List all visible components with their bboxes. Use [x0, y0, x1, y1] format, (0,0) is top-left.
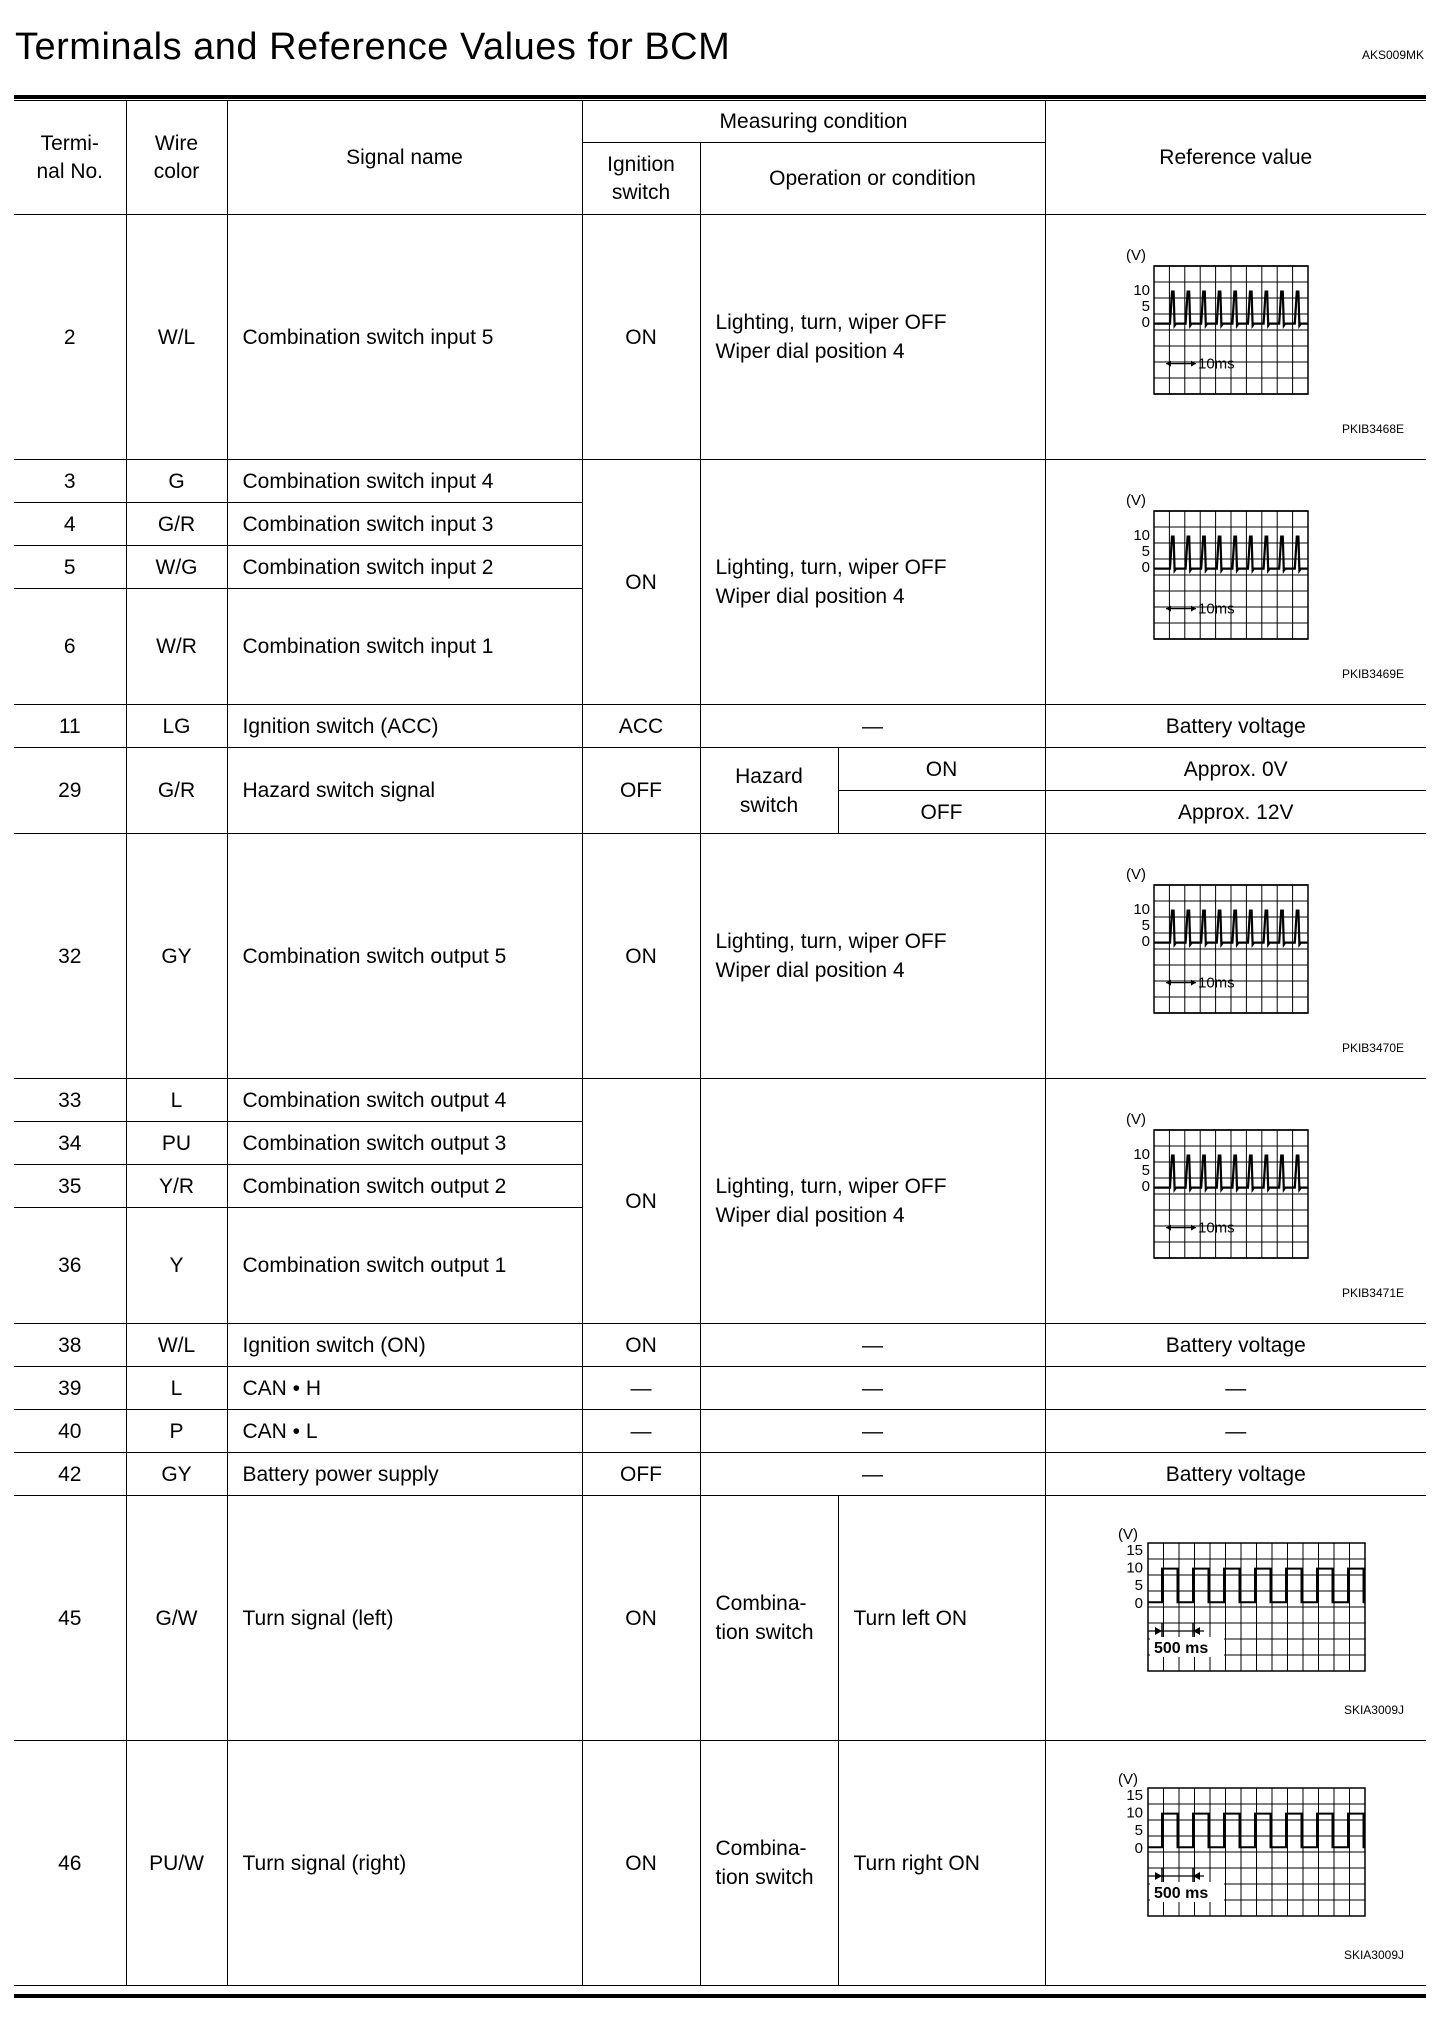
unit-label: (V)	[1125, 866, 1146, 883]
waveform-chart	[1106, 1519, 1366, 1699]
waveform-figure	[1046, 1102, 1427, 1300]
top-rule	[14, 95, 1426, 99]
operation-condition: —	[700, 1453, 1045, 1496]
reference-value: Approx. 12V	[1045, 791, 1426, 834]
reference-waveform	[1045, 215, 1426, 460]
signal-name: Combination switch output 3	[227, 1122, 582, 1165]
unit-label: (V)	[1117, 1771, 1138, 1788]
waveform-figure	[1046, 238, 1427, 436]
tick-label: 0	[1141, 313, 1150, 331]
signal-name: Combination switch output 2	[227, 1165, 582, 1208]
tick-label: 0	[1141, 1177, 1150, 1195]
terminal-no: 2	[14, 215, 126, 460]
table-row	[14, 1741, 1426, 1986]
document-code: AKS009MK	[1361, 48, 1424, 62]
terminal-no: 32	[14, 834, 126, 1079]
wire-color: LG	[126, 705, 227, 748]
ignition-switch: ON	[582, 1741, 700, 1986]
time-label: 10ms	[1197, 1219, 1235, 1237]
page-title: Terminals and Reference Values for BCM	[15, 26, 731, 68]
switch-state: OFF	[838, 791, 1045, 834]
wire-color: G/W	[126, 1496, 227, 1741]
operation-condition: Combina- tion switch	[700, 1741, 838, 1986]
signal-name: Combination switch output 4	[227, 1079, 582, 1122]
reference-value: Approx. 0V	[1045, 748, 1426, 791]
arrowhead	[1155, 1872, 1162, 1880]
wire-color: G	[126, 460, 227, 503]
signal-name: Combination switch output 5	[227, 834, 582, 1079]
switch-state: ON	[838, 748, 1045, 791]
terminal-no: 35	[14, 1165, 126, 1208]
tick-label: 10	[1133, 900, 1150, 918]
terminal-no: 29	[14, 748, 126, 834]
header-measuring-condition: Measuring condition	[582, 101, 1045, 143]
operation-condition: Combina- tion switch	[700, 1496, 838, 1741]
reference-waveform	[1045, 1496, 1426, 1741]
reference-waveform	[1045, 1079, 1426, 1324]
ignition-switch: OFF	[582, 748, 700, 834]
operation-condition: Lighting, turn, wiper OFF Wiper dial position 4	[700, 834, 1045, 1079]
figure-caption: SKIA3009J	[1343, 1703, 1404, 1717]
signal-name: Combination switch output 1	[227, 1208, 582, 1324]
tick-label: 5	[1141, 542, 1150, 560]
terminal-no: 3	[14, 460, 126, 503]
ignition-switch: OFF	[582, 1453, 700, 1496]
wire-color: PU/W	[126, 1741, 227, 1986]
unit-label: (V)	[1117, 1526, 1138, 1543]
signal-name: Combination switch input 2	[227, 546, 582, 589]
terminal-no: 39	[14, 1367, 126, 1410]
waveform-figure	[1046, 1519, 1427, 1717]
table-row	[14, 1410, 1426, 1453]
reference-waveform	[1045, 834, 1426, 1079]
reference-value: Battery voltage	[1045, 1324, 1426, 1367]
wire-color: W/R	[126, 589, 227, 705]
terminal-no: 11	[14, 705, 126, 748]
tick-label: 0	[1134, 1594, 1143, 1612]
tick-label: 5	[1134, 1577, 1143, 1595]
wire-color: Y	[126, 1208, 227, 1324]
signal-name: Combination switch input 5	[227, 215, 582, 460]
signal-name: Battery power supply	[227, 1453, 582, 1496]
arrowhead	[1155, 1627, 1162, 1635]
wire-color: L	[126, 1367, 227, 1410]
tick-label: 10	[1126, 1559, 1143, 1577]
tick-label: 0	[1141, 558, 1150, 576]
waveform-figure	[1046, 857, 1427, 1055]
signal-name: CAN • H	[227, 1367, 582, 1410]
signal-name: Hazard switch signal	[227, 748, 582, 834]
ignition-switch: ON	[582, 1324, 700, 1367]
time-label: 10ms	[1197, 600, 1235, 618]
reference-value: —	[1045, 1410, 1426, 1453]
tick-label: 10	[1133, 1145, 1150, 1163]
reference-waveform	[1045, 1741, 1426, 1986]
operation-condition: —	[700, 1410, 1045, 1453]
tick-label: 10	[1133, 526, 1150, 544]
header-reference-value: Reference value	[1045, 101, 1426, 215]
table-row	[14, 1496, 1426, 1741]
operation-condition: —	[700, 1324, 1045, 1367]
header-wire-color: Wire color	[126, 101, 227, 215]
table-row	[14, 460, 1426, 503]
operation-condition: Hazard switch	[700, 748, 838, 834]
operation-condition: —	[700, 705, 1045, 748]
terminal-no: 6	[14, 589, 126, 705]
ignition-switch: ON	[582, 834, 700, 1079]
signal-name: Combination switch input 1	[227, 589, 582, 705]
reference-value: —	[1045, 1367, 1426, 1410]
header-signal-name: Signal name	[227, 101, 582, 215]
tick-label: 5	[1141, 1161, 1150, 1179]
waveform-figure	[1046, 1764, 1427, 1962]
waveform-chart	[1106, 1764, 1366, 1944]
switch-condition: Turn right ON	[838, 1741, 1045, 1986]
ignition-switch: ACC	[582, 705, 700, 748]
tick-label: 10	[1133, 281, 1150, 299]
table-row	[14, 1367, 1426, 1410]
table-row	[14, 215, 1426, 460]
time-label: 10ms	[1197, 355, 1235, 373]
wire-color: P	[126, 1410, 227, 1453]
operation-condition: Lighting, turn, wiper OFF Wiper dial position 4	[700, 460, 1045, 705]
tick-label: 15	[1126, 1787, 1143, 1804]
reference-waveform	[1045, 460, 1426, 705]
signal-name: Combination switch input 3	[227, 503, 582, 546]
signal-name: Ignition switch (ON)	[227, 1324, 582, 1367]
waveform-chart	[1106, 1102, 1366, 1282]
waveform-chart	[1106, 238, 1366, 418]
unit-label: (V)	[1125, 247, 1146, 264]
figure-caption: PKIB3471E	[1341, 1286, 1404, 1300]
wire-color: GY	[126, 834, 227, 1079]
figure-caption: PKIB3468E	[1341, 422, 1404, 436]
terminals-table	[14, 100, 1426, 1986]
time-label: 10ms	[1197, 974, 1235, 992]
operation-condition: —	[700, 1367, 1045, 1410]
tick-label: 5	[1134, 1822, 1143, 1840]
waveform-chart	[1106, 857, 1366, 1037]
tick-label: 10	[1126, 1804, 1143, 1822]
tick-label: 15	[1126, 1542, 1143, 1559]
table-row	[14, 1324, 1426, 1367]
wire-color: PU	[126, 1122, 227, 1165]
figure-caption: SKIA3009J	[1343, 1948, 1404, 1962]
ignition-switch: ON	[582, 215, 700, 460]
tick-label: 0	[1141, 932, 1150, 950]
terminal-no: 34	[14, 1122, 126, 1165]
table-row	[14, 834, 1426, 1079]
tick-label: 0	[1134, 1839, 1143, 1857]
signal-name: Turn signal (right)	[227, 1741, 582, 1986]
ignition-switch: —	[582, 1410, 700, 1453]
signal-name: CAN • L	[227, 1410, 582, 1453]
terminal-no: 4	[14, 503, 126, 546]
reference-value: Battery voltage	[1045, 705, 1426, 748]
header-operation: Operation or condition	[700, 143, 1045, 215]
wire-color: W/L	[126, 1324, 227, 1367]
ignition-switch: ON	[582, 1079, 700, 1324]
wire-color: G/R	[126, 748, 227, 834]
switch-condition: Turn left ON	[838, 1496, 1045, 1741]
terminal-no: 46	[14, 1741, 126, 1986]
terminal-no: 38	[14, 1324, 126, 1367]
signal-name: Combination switch input 4	[227, 460, 582, 503]
tick-label: 5	[1141, 297, 1150, 315]
header-terminal: Termi- nal No.	[14, 101, 126, 215]
operation-condition: Lighting, turn, wiper OFF Wiper dial position 4	[700, 1079, 1045, 1324]
wire-color: W/L	[126, 215, 227, 460]
reference-value: Battery voltage	[1045, 1453, 1426, 1496]
table-row	[14, 1079, 1426, 1122]
header-ignition-switch: Ignition switch	[582, 143, 700, 215]
ignition-switch: ON	[582, 460, 700, 705]
wire-color: Y/R	[126, 1165, 227, 1208]
signal-name: Turn signal (left)	[227, 1496, 582, 1741]
wire-color: G/R	[126, 503, 227, 546]
bottom-rule	[14, 1994, 1426, 1998]
unit-label: (V)	[1125, 1111, 1146, 1128]
table-row	[14, 705, 1426, 748]
terminal-no: 5	[14, 546, 126, 589]
terminal-no: 36	[14, 1208, 126, 1324]
ignition-switch: —	[582, 1367, 700, 1410]
figure-caption: PKIB3469E	[1341, 667, 1404, 681]
table-row	[14, 748, 1426, 791]
unit-label: (V)	[1125, 492, 1146, 509]
figure-caption: PKIB3470E	[1341, 1041, 1404, 1055]
tick-label: 5	[1141, 916, 1150, 934]
wire-color: W/G	[126, 546, 227, 589]
terminal-no: 33	[14, 1079, 126, 1122]
terminal-no: 42	[14, 1453, 126, 1496]
wire-color: L	[126, 1079, 227, 1122]
time-label: 500 ms	[1153, 1885, 1209, 1902]
signal-name: Ignition switch (ACC)	[227, 705, 582, 748]
time-label: 500 ms	[1153, 1640, 1209, 1657]
terminal-no: 40	[14, 1410, 126, 1453]
waveform-figure	[1046, 483, 1427, 681]
operation-condition: Lighting, turn, wiper OFF Wiper dial position 4	[700, 215, 1045, 460]
terminal-no: 45	[14, 1496, 126, 1741]
wire-color: GY	[126, 1453, 227, 1496]
ignition-switch: ON	[582, 1496, 700, 1741]
waveform-chart	[1106, 483, 1366, 663]
table-row	[14, 1453, 1426, 1496]
